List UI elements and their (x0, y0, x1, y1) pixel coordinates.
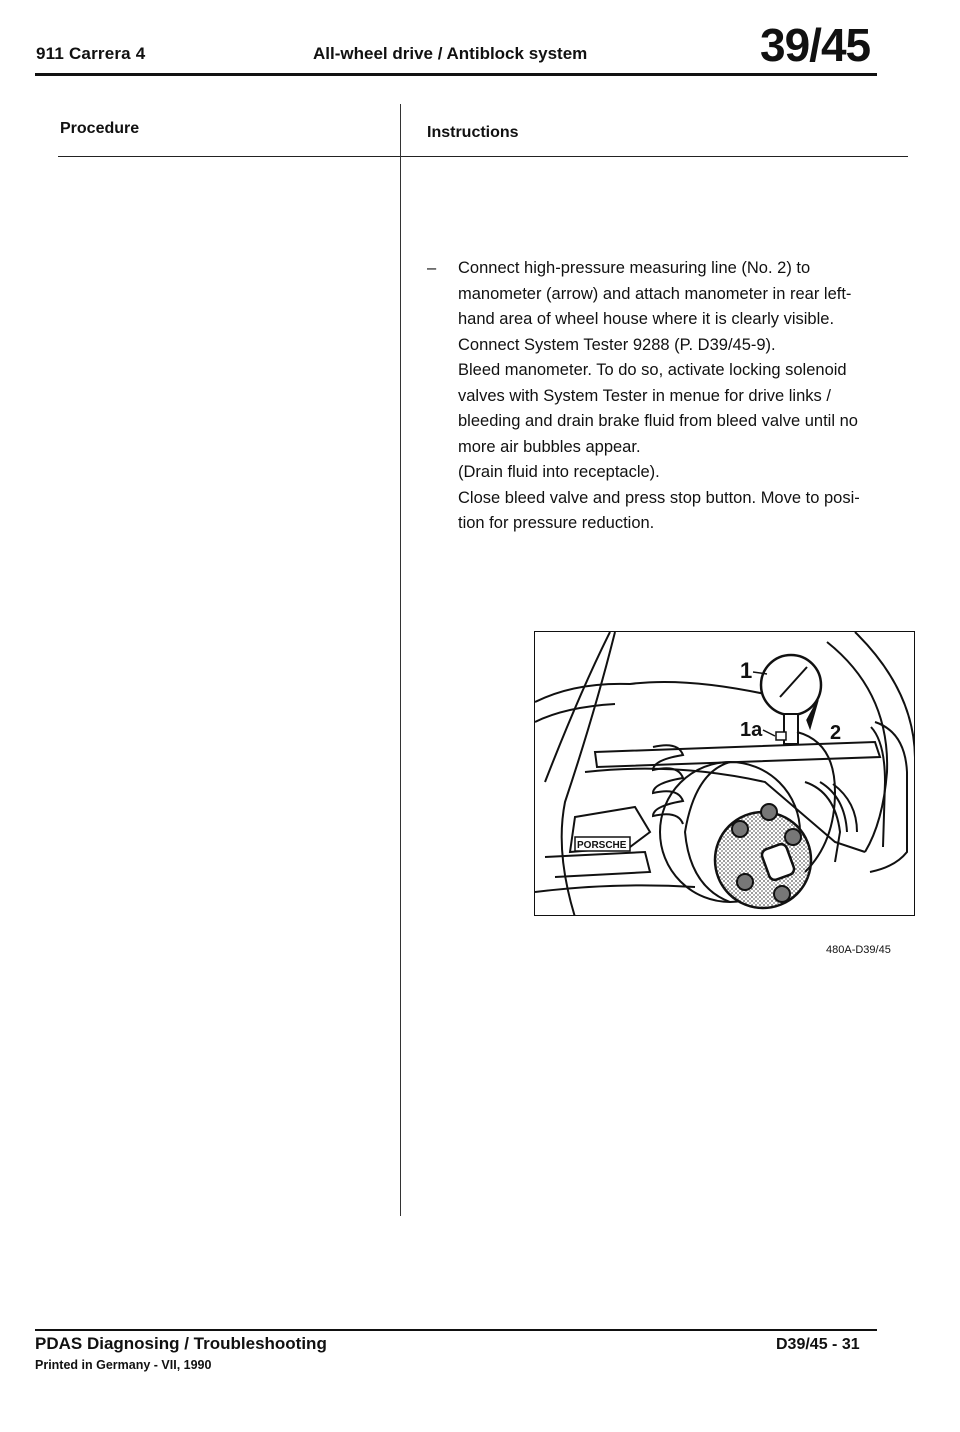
footer-page-number: D39/45 - 31 (776, 1336, 860, 1353)
instruction-line: Connect high-pressure measuring line (No. 2) to (458, 259, 811, 277)
body-line (535, 682, 765, 702)
wheel-house-manometer-illustration (534, 631, 915, 916)
list-dash: – (427, 259, 437, 277)
column-heading-rule (58, 156, 908, 157)
instruction-line: more air bubbles appear. (458, 437, 641, 456)
header-model: 911 Carrera 4 (36, 44, 146, 63)
callout-1-label: 1 (740, 658, 753, 683)
wheel-arch-right (827, 642, 887, 852)
footer-printed-note: Printed in Germany - VII, 1990 (35, 1358, 212, 1372)
instruction-line: hand area of wheel house where it is clearly visible. (458, 310, 835, 328)
instructions-column-heading: Instructions (427, 124, 519, 141)
procedure-column-heading: Procedure (60, 120, 140, 137)
instruction-line: bleeding and drain brake fluid from bleed valve until no (458, 412, 858, 430)
footer-rule (35, 1329, 877, 1331)
header-section-code: 39/45 (760, 19, 871, 71)
callout-1a-label: 1a (740, 719, 763, 741)
figure-caption: 480A-D39/45 (826, 944, 891, 956)
porsche-badge-label: PORSCHE (577, 840, 627, 851)
instruction-item (427, 256, 917, 537)
header-rule (35, 73, 877, 76)
instruction-line: Connect System Tester 9288 (P. D39/45-9). (458, 335, 776, 354)
instruction-line: manometer (arrow) and attach manometer in rear left- (458, 284, 852, 303)
instruction-line: Bleed manometer. To do so, activate locking solenoid (458, 361, 847, 379)
instruction-line: (Drain fluid into receptacle). (458, 463, 660, 481)
instruction-text (458, 256, 917, 537)
callout-2-label: 2 (830, 722, 842, 744)
instruction-line: valves with System Tester in menue for drive links / (458, 386, 831, 405)
instruction-line: Close bleed valve and press stop button. Move to posi- (458, 488, 860, 507)
illustration-drawing (535, 632, 915, 916)
header-title: All-wheel drive / Antiblock system (313, 44, 588, 63)
column-divider (400, 104, 401, 1216)
instruction-line: tion for pressure reduction. (458, 514, 655, 532)
footer-title: PDAS Diagnosing / Troubleshooting (35, 1334, 327, 1353)
